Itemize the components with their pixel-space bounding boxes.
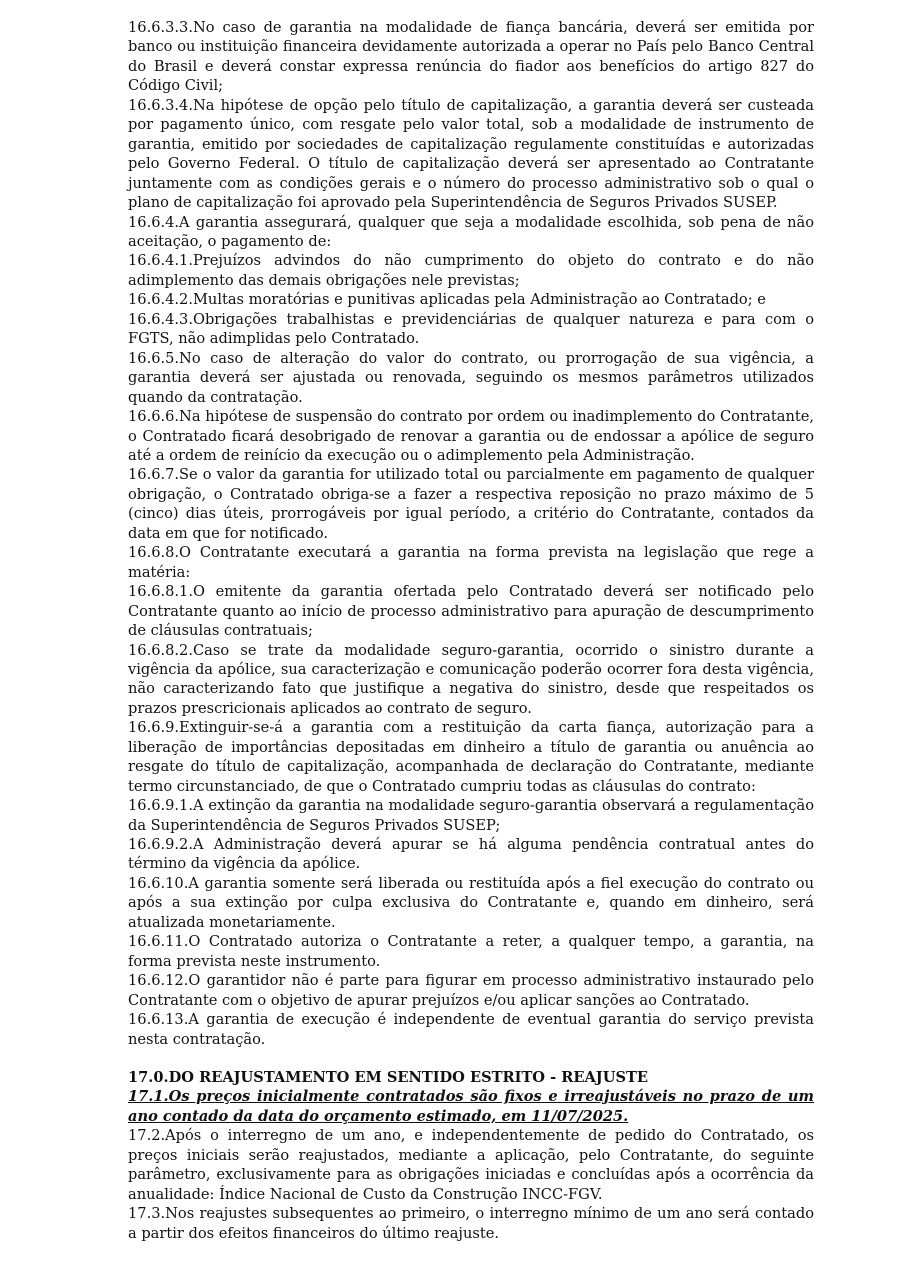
clause-16-6-8: 16.6.8.O Contratante executará a garantia na forma prevista na legislação que rege a matéria: (128, 544, 814, 581)
clause-16-6-9-2: 16.6.9.2.A Administração deverá apurar se há alguma pendência contratual antes do término da vigência da apólice. (128, 836, 814, 873)
section-17-heading: 17.0.DO REAJUSTAMENTO EM SENTIDO ESTRITO - REAJUSTE (128, 1069, 648, 1087)
clause-16-6-3-3: 16.6.3.3.No caso de garantia na modalidade de fiança bancária, deverá ser emitida por banco ou instituição financeira devidamente autorizada a operar no País pelo Banco Central do Brasil e deverá constar expressa renúncia do fiador aos benefícios do artigo 827 do Código Civil; (128, 19, 814, 95)
clause-16-6-4-2: 16.6.4.2.Multas moratórias e punitivas aplicadas pela Administração ao Contratado; e (128, 291, 766, 309)
clause-17-2: 17.2.Após o interregno de um ano, e independentemente de pedido do Contratado, os preços iniciais serão reajustados, mediante a aplicação, pelo Contratante, do seguinte parâmetro, exclusivamente para as obrigações iniciadas e concluídas após a ocorrência da anualidade: Índice Nacional de Custo da Construção INCC-FGV. (128, 1127, 814, 1203)
clause-16-6-8-1: 16.6.8.1.O emitente da garantia ofertada pelo Contratado deverá ser notificado pelo Contratante quanto ao início de processo administrativo para apuração de descumprimento de cláusulas contratuais; (128, 583, 814, 640)
clause-16-6-4-3: 16.6.4.3.Obrigações trabalhistas e previdenciárias de qualquer natureza e para com o FGTS, não adimplidas pelo Contratado. (128, 310, 814, 348)
clause-16-6-8-2: 16.6.8.2.Caso se trate da modalidade seguro-garantia, ocorrido o sinistro durante a vigência da apólice, sua caracterização e comunicação poderão ocorrer fora desta vigência, não caracterizando fato que justifique a negativa do sinistro, desde que respeitados os prazos prescricionais aplicados ao contrato de seguro. (128, 641, 814, 717)
clause-17-1: 17.1.Os preços inicialmente contratados são fixos e irreajustáveis no prazo de um ano contado da data do orçamento estimado, em 11/07/2025. (128, 1088, 814, 1125)
clause-16-6-11: 16.6.11.O Contratado autoriza o Contratante a reter, a qualquer tempo, a garantia, na forma prevista neste instrumento. (128, 933, 814, 970)
clause-16-6-3-4: 16.6.3.4.Na hipótese de opção pelo título de capitalização, a garantia deverá ser custeada por pagamento único, com resgate pelo valor total, sob a modalidade de instrumento de garantia, emitido por sociedades de capitalização regulamente constituídas e autorizadas pelo Governo Federal. O título de capitalização deverá ser apresentado ao Contratante juntamente com as condições gerais e o número do processo administrativo sob o qual o plano de capitalização foi aprovado pela Superintendência de Seguros Privados SUSEP. (128, 96, 814, 212)
document-page (128, 18, 814, 1243)
clause-16-6-13: 16.6.13.A garantia de execução é independente de eventual garantia do serviço prevista nesta contratação. (128, 1011, 814, 1048)
clause-16-6-6: 16.6.6.Na hipótese de suspensão do contrato por ordem ou inadimplemento do Contratante, o Contratado ficará desobrigado de renovar a garantia ou de endossar a apólice de seguro até a ordem de reinício da execução ou o adimplemento pela Administração. (128, 408, 814, 464)
clause-16-6-12: 16.6.12.O garantidor não é parte para figurar em processo administrativo instaurado pelo Contratante com o objetivo de apurar prejuízos e/ou aplicar sanções ao Contratado. (128, 972, 814, 1009)
clause-16-6-10: 16.6.10.A garantia somente será liberada ou restituída após a fiel execução do contrato ou após a sua extinção por culpa exclusiva do Contratante e, quando em dinheiro, será atualizada monetariamente. (128, 874, 814, 931)
clause-16-6-7: 16.6.7.Se o valor da garantia for utilizado total ou parcialmente em pagamento de qualquer obrigação, o Contratado obriga-se a fazer a respectiva reposição no prazo máximo de 5 (cinco) dias úteis, prorrogáveis por igual período, a critério do Contratante, contados da data em que for notificado. (128, 466, 814, 542)
clause-16-6-4: 16.6.4.A garantia assegurará, qualquer que seja a modalidade escolhida, sob pena de não aceitação, o pagamento de: (128, 213, 814, 250)
clause-16-6-9-1: 16.6.9.1.A extinção da garantia na modalidade seguro-garantia observará a regulamentação da Superintendência de Seguros Privados SUSEP; (128, 797, 814, 834)
clause-16-6-9: 16.6.9.Extinguir-se-á a garantia com a restituição da carta fiança, autorização para a liberação de importâncias depositadas em dinheiro a título de garantia ou anuência ao resgate do título de capitalização, acompanhada de declaração do Contratante, mediante termo circunstanciado, de que o Contratado cumpriu todas as cláusulas do contrato: (128, 719, 814, 795)
clause-16-6-4-1: 16.6.4.1.Prejuízos advindos do não cumprimento do objeto do contrato e do não adimplemento das demais obrigações nele previstas; (128, 252, 814, 289)
clause-17-3: 17.3.Nos reajustes subsequentes ao primeiro, o interregno mínimo de um ano será contado a partir dos efeitos financeiros do último reajuste. (128, 1205, 814, 1242)
clause-16-6-5: 16.6.5.No caso de alteração do valor do contrato, ou prorrogação de sua vigência, a garantia deverá ser ajustada ou renovada, seguindo os mesmos parâmetros utilizados quando da contratação. (128, 349, 814, 406)
